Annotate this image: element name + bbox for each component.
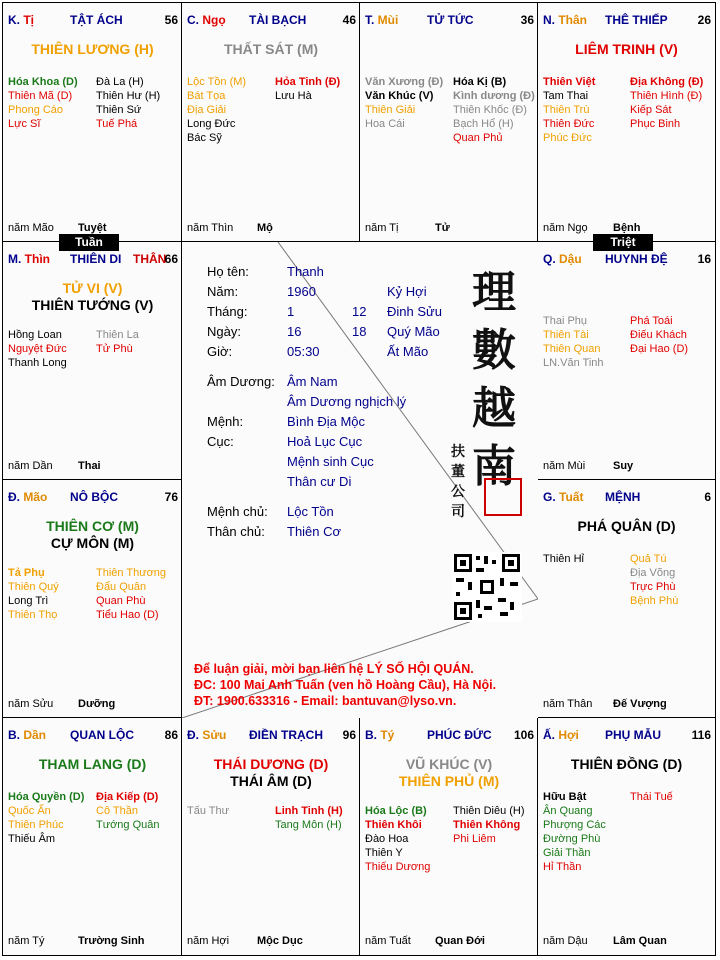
minor-star: Đào Hoa (365, 833, 409, 845)
palace-content-suu (182, 718, 360, 955)
main-star: THIÊN LƯƠNG (H) (31, 41, 154, 57)
minor-star: Thanh Long (8, 357, 67, 369)
palace-branch: Đ. Mão (8, 490, 48, 504)
palace-year: năm Hợi (187, 935, 230, 947)
minor-star: Thiên Hỉ (543, 553, 584, 565)
palace-header (543, 252, 711, 268)
palace-footer (187, 935, 303, 947)
minor-stars-right (630, 790, 673, 804)
palace-phase: Suy (613, 460, 634, 472)
palace-year: năm Ngọ (543, 222, 588, 234)
palace-footer (8, 460, 101, 472)
palace-branch: T. Mùi (365, 13, 399, 27)
minor-star: Bác Sỹ (187, 132, 222, 144)
palace-name: THÊ THIẾP (605, 13, 668, 27)
palace-branch: Q. Dậu (543, 252, 582, 266)
minor-stars-left (543, 75, 595, 145)
palace-year: năm Thân (543, 698, 593, 710)
info-value: Âm Dương nghịch lý (287, 394, 407, 409)
palace-phase: Dưỡng (78, 698, 116, 710)
palace-branch: G. Tuất (543, 490, 584, 504)
palace-footer (543, 935, 667, 947)
info-value: Mệnh sinh Cục (287, 454, 374, 469)
palace-footer (543, 222, 641, 234)
palace-footer (8, 935, 145, 947)
palace-name: HUYNH ĐỆ (605, 252, 668, 266)
palace-footer (8, 222, 107, 234)
minor-stars-left (8, 566, 59, 622)
palace-age: 56 (164, 13, 178, 27)
palace-header (187, 13, 356, 29)
calligraphy-sub: 扶 董 公 司 (451, 444, 465, 520)
horoscope-chart (2, 2, 716, 956)
minor-star: Thiên Khôi (365, 819, 422, 831)
minor-star: Tuế Phá (96, 118, 138, 130)
minor-star: Nguyệt Đức (8, 343, 67, 355)
minor-star: Thai Phụ (543, 315, 588, 327)
palace-name: THIÊN DI (70, 252, 122, 266)
palace-year: năm Mão (8, 222, 54, 234)
minor-star: Thiên Tài (543, 329, 589, 341)
minor-star: Hỏa Tinh (Đ) (275, 76, 341, 88)
palace-content-tuat (538, 480, 715, 718)
palace-year: năm Sửu (8, 698, 54, 710)
minor-stars-left (365, 75, 443, 131)
palace-age: 96 (342, 728, 356, 742)
minor-star: Tử Phù (96, 343, 133, 355)
main-star: THÁI ÂM (D) (230, 773, 312, 789)
minor-star: Địa Giải (187, 104, 227, 116)
minor-star: Tả Phụ (8, 567, 45, 579)
palace-footer (365, 222, 450, 234)
info-lunar: 18 (352, 324, 367, 339)
palace-age: 36 (520, 13, 534, 27)
minor-star: Thiên Diêu (H) (453, 805, 525, 817)
palace-footer (543, 698, 667, 710)
center-info-panel (182, 242, 538, 718)
minor-star: Lộc Tồn (M) (187, 76, 247, 88)
minor-stars-right (275, 75, 340, 103)
minor-star: Tam Thai (543, 90, 589, 102)
minor-star: Phục Binh (630, 118, 681, 130)
palace-year: năm Mùi (543, 460, 586, 472)
info-label: Ngày: (207, 324, 241, 339)
palace-phase: Mộ (257, 222, 273, 234)
palace-content-ngo (182, 3, 360, 242)
minor-star: Linh Tinh (H) (275, 805, 343, 817)
minor-star: Thiên Phúc (8, 819, 64, 831)
palace-footer (543, 460, 634, 472)
palace-year: năm Dậu (543, 935, 588, 947)
palace-name: NÔ BỘC (70, 490, 118, 504)
palace-name: ĐIỀN TRẠCH (249, 728, 323, 742)
minor-stars-right (630, 75, 703, 131)
palace-branch: Đ. Sửu (187, 728, 227, 742)
minor-star: Giải Thần (543, 847, 591, 859)
red-seal (484, 478, 522, 516)
palace-branch: B. Tý (365, 728, 395, 742)
minor-star: Long Trì (8, 595, 49, 607)
main-star: THÁI DƯƠNG (D) (213, 756, 329, 772)
main-star: PHÁ QUÂN (D) (577, 518, 676, 534)
palace-name: TỬ TỨC (427, 13, 474, 27)
minor-star: Hóa Khoa (D) (8, 76, 78, 88)
palace-content-ty (360, 718, 538, 955)
palace-header (8, 13, 178, 29)
info-canchi: Quý Mão (387, 324, 440, 339)
minor-stars-right (275, 804, 343, 832)
minor-stars-left (543, 552, 584, 566)
palace-phase: Thai (78, 460, 101, 472)
palace-age: 116 (691, 728, 711, 742)
minor-star: Phúc Đức (543, 132, 592, 144)
minor-star: Thiên Sứ (96, 104, 142, 116)
minor-star: Bạch Hổ (H) (453, 118, 514, 130)
minor-star: Thiên Giải (365, 104, 416, 116)
minor-star: Kình dương (Đ) (453, 90, 535, 102)
minor-star: Đường Phù (543, 833, 601, 845)
qr-code (452, 552, 522, 622)
main-star: TỬ VI (V) (62, 280, 123, 296)
minor-star: Ân Quang (543, 805, 593, 817)
palace-phase: Trường Sinh (78, 935, 145, 947)
minor-star: Tiểu Hao (D) (96, 609, 159, 621)
minor-star: Quả Tú (630, 553, 667, 565)
minor-stars-right (96, 328, 139, 356)
palace-age: 16 (697, 252, 711, 266)
minor-star: Thiên Thương (96, 567, 167, 579)
info-label: Mệnh: (207, 414, 244, 429)
minor-star: Thiên Khốc (Đ) (453, 104, 527, 116)
palace-header (8, 728, 178, 744)
minor-star: Quan Phủ (453, 132, 503, 144)
info-value: Thân cư Di (287, 474, 352, 489)
palace-content-ti (3, 3, 182, 242)
palace-footer (187, 222, 273, 234)
minor-stars-right (96, 75, 160, 131)
minor-star: Phá Toái (630, 315, 673, 327)
minor-stars-right (630, 314, 688, 356)
minor-star: Thiên Y (365, 847, 403, 859)
palace-name: TẬT ÁCH (70, 13, 123, 27)
main-star: LIÊM TRINH (V) (575, 41, 678, 57)
minor-star: Điếu Khách (630, 329, 687, 341)
minor-star: Thiếu Âm (8, 833, 56, 845)
minor-stars-left (8, 75, 78, 131)
info-label: Mệnh chủ: (207, 504, 268, 519)
info-canchi: Đinh Sửu (387, 304, 442, 319)
palace-name: QUAN LỘC (70, 728, 134, 742)
palace-phase: Tử (435, 222, 450, 234)
palace-name: TÀI BẠCH (249, 13, 307, 27)
calligraphy-title: 理 數 越 南 (472, 267, 516, 492)
contact-line-2: ĐC: 100 Mai Anh Tuấn (ven hồ Hoàng Cầu), Hà Nội. (194, 678, 497, 692)
palace-phase: Lâm Quan (613, 935, 667, 947)
palace-header (543, 490, 711, 506)
palace-header (8, 252, 178, 268)
minor-star: Bệnh Phù (630, 595, 679, 607)
palace-content-than_r (538, 3, 715, 242)
triet-tag: Triệt (593, 234, 653, 251)
palace-content-dan (3, 718, 182, 955)
minor-star: Tang Môn (H) (275, 819, 342, 831)
minor-star: Long Đức (187, 118, 236, 130)
minor-stars-left (543, 314, 604, 370)
minor-stars-left (543, 790, 606, 874)
minor-star: Thiên Đức (543, 118, 595, 130)
info-value: Âm Nam (287, 374, 338, 389)
minor-star: Thiên Hình (Đ) (630, 90, 703, 102)
minor-stars-right (630, 552, 678, 608)
minor-stars-right (453, 804, 525, 846)
palace-age: 26 (697, 13, 711, 27)
info-value: 05:30 (287, 344, 320, 359)
palace-branch: B. Dần (8, 728, 47, 742)
palace-branch: M. Thìn (8, 252, 50, 266)
minor-star: Đà La (H) (96, 76, 144, 88)
minor-star: Thiên Quan (543, 343, 601, 355)
minor-star: Lực Sĩ (8, 118, 41, 130)
palace-year: năm Tuất (365, 935, 411, 947)
info-value: 1 (287, 304, 295, 319)
palace-content-thin (3, 242, 182, 480)
palace-content-mao (3, 480, 182, 718)
minor-star: Tướng Quân (96, 819, 160, 831)
palace-phase: Tuyệt (78, 222, 107, 234)
info-value: Thiên Cơ (287, 524, 342, 539)
palace-header (365, 13, 534, 29)
minor-star: Thiên Quý (8, 581, 59, 593)
minor-star: Quốc Ấn (8, 805, 51, 817)
minor-stars-right (96, 566, 166, 622)
palace-phase: Quan Đới (435, 935, 485, 947)
minor-star: Văn Khúc (V) (365, 90, 434, 102)
palace-phase: Mộc Dục (257, 935, 303, 947)
minor-star: Địa Kiếp (D) (96, 791, 159, 803)
info-label: Thân chủ: (207, 524, 265, 539)
palace-footer (365, 935, 485, 947)
minor-star: Thiên Thọ (8, 609, 58, 621)
minor-stars-left (187, 75, 246, 145)
minor-star: Hỉ Thần (543, 861, 582, 873)
minor-stars-left (8, 328, 67, 370)
info-lunar: 12 (352, 304, 367, 319)
palace-branch: N. Thân (543, 13, 588, 27)
minor-star: Hoa Cái (365, 118, 405, 130)
palace-age: 106 (513, 728, 534, 742)
info-canchi: Ất Mão (387, 344, 429, 359)
palace-header (543, 728, 711, 744)
minor-star: Bát Tọa (187, 90, 226, 102)
palace-header (8, 490, 178, 506)
palace-name: PHÚC ĐỨC (427, 728, 492, 742)
palace-year: năm Tị (365, 222, 399, 234)
minor-star: Kiếp Sát (630, 104, 672, 116)
main-star: THIÊN ĐỒNG (D) (570, 756, 683, 772)
minor-star: LN.Văn Tinh (543, 357, 604, 369)
main-star: THẤT SÁT (M) (223, 41, 319, 57)
main-star: THAM LANG (D) (38, 756, 147, 772)
minor-star: Cô Thần (96, 805, 138, 817)
info-label: Năm: (207, 284, 239, 299)
minor-star: Lưu Hà (275, 90, 312, 102)
main-star: THIÊN CƠ (M) (46, 518, 139, 534)
minor-star: Hóa Kị (B) (453, 76, 507, 88)
minor-star: Thiên Hư (H) (96, 90, 161, 102)
minor-star: Hóa Quyền (D) (8, 791, 85, 803)
palace-phase: Bệnh (613, 222, 641, 234)
palace-name: MỆNH (605, 490, 641, 504)
minor-stars-left (365, 804, 430, 874)
minor-star: Đẩu Quân (96, 581, 147, 593)
minor-star: Văn Xương (Đ) (365, 76, 444, 88)
info-label: Giờ: (207, 344, 233, 359)
palace-year: năm Tý (8, 935, 45, 947)
minor-star: Thiên Mã (D) (8, 90, 73, 102)
minor-star: Hóa Lộc (B) (365, 805, 427, 817)
info-value: Bình Địa Mộc (287, 414, 366, 429)
palace-branch: Ấ. Hợi (543, 728, 579, 742)
minor-star: Thiếu Dương (365, 861, 431, 873)
palace-content-mui (360, 3, 538, 242)
palace-age: 66 (164, 252, 178, 266)
minor-star: Phượng Các (543, 819, 606, 831)
minor-star: Thiên Trù (543, 104, 590, 116)
palace-content-dau (538, 242, 715, 480)
info-label: Họ tên: (207, 264, 249, 279)
info-label: Âm Dương: (207, 374, 275, 389)
minor-star: Thiên Việt (543, 76, 596, 88)
palace-phase: Đế Vượng (613, 698, 667, 710)
minor-star: Đại Hao (D) (630, 343, 689, 355)
palace-branch: K. Tị (8, 13, 35, 27)
info-value: Thanh (287, 264, 324, 279)
info-canchi: Kỷ Hợi (387, 284, 427, 299)
tuan-tag: Tuần (59, 234, 119, 251)
main-star: THIÊN PHỦ (M) (398, 773, 500, 789)
info-value: Hoả Lục Cục (287, 434, 363, 449)
info-label: Tháng: (207, 304, 248, 319)
palace-header (365, 728, 534, 744)
info-value: 16 (287, 324, 302, 339)
palace-year: năm Dần (8, 460, 53, 472)
minor-star: Thiên Không (453, 819, 521, 831)
palace-content-hoi (538, 718, 715, 955)
minor-star: Phong Cáo (8, 104, 64, 116)
palace-name: PHỤ MẪU (605, 728, 661, 742)
minor-star: Quan Phù (96, 595, 146, 607)
minor-star: Địa Võng (630, 567, 676, 579)
main-star: THIÊN TƯỚNG (V) (31, 297, 154, 313)
minor-star: Hữu Bật (543, 791, 587, 803)
minor-star: Hồng Loan (8, 329, 62, 341)
minor-star: Phi Liêm (453, 833, 496, 845)
palace-year: năm Thìn (187, 222, 234, 234)
than-marker: THÂN (133, 252, 167, 266)
palace-header (187, 728, 356, 744)
palace-age: 6 (704, 490, 711, 504)
minor-stars-left (187, 804, 229, 818)
palace-age: 46 (342, 13, 356, 27)
minor-star: Thiên La (96, 329, 139, 341)
minor-star: Tấu Thư (187, 805, 230, 817)
contact-line-1: Để luận giải, mời bạn liên hệ LÝ SỐ HỘI QUÁN. (194, 662, 474, 676)
contact-line-3: ĐT: 1900.633316 - Email: bantuvan@lyso.vn. (194, 694, 457, 708)
minor-stars-right (96, 790, 160, 832)
palace-age: 76 (164, 490, 178, 504)
info-label: Cục: (207, 434, 234, 449)
info-value: 1960 (287, 284, 316, 299)
main-star: VŨ KHÚC (V) (405, 756, 493, 772)
palace-header (543, 13, 711, 29)
minor-stars-right (453, 75, 535, 145)
minor-star: Địa Không (Đ) (630, 76, 704, 88)
minor-stars-left (8, 790, 84, 846)
minor-star: Thái Tuế (630, 791, 673, 803)
palace-age: 86 (164, 728, 178, 742)
main-star: CỰ MÔN (M) (50, 535, 135, 551)
info-value: Lộc Tồn (287, 504, 334, 519)
minor-star: Trực Phù (630, 581, 676, 593)
palace-footer (8, 698, 116, 710)
palace-branch: C. Ngọ (187, 13, 226, 27)
